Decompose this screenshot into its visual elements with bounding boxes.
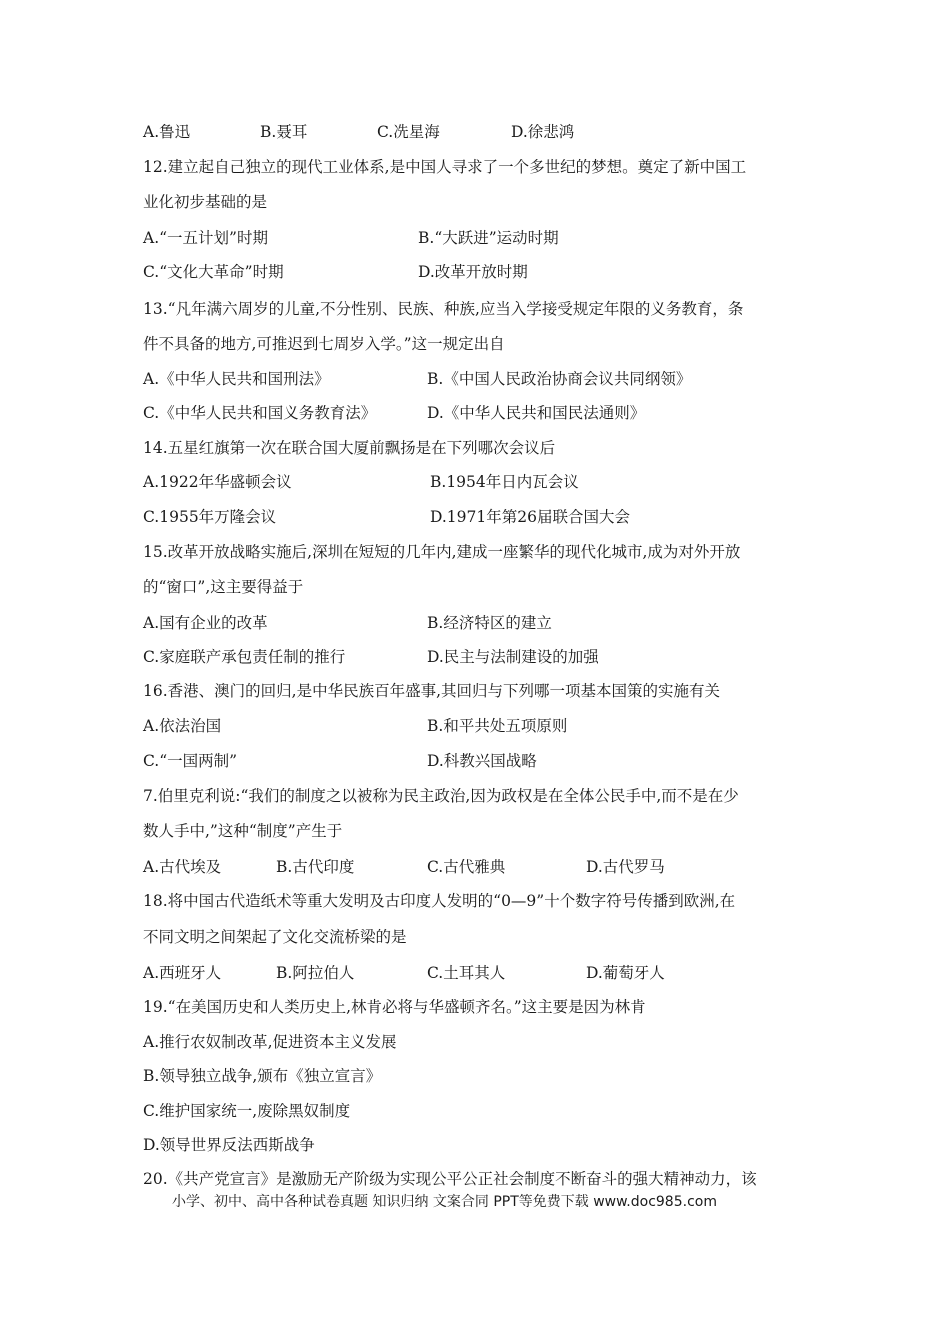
q17-stem-line-2: 数人手中,”这种“制度”产生于 — [143, 822, 343, 840]
q13-option-d: D.《中华人民共和国民法通则》 — [427, 404, 646, 422]
q15-option-b: B.经济特区的建立 — [427, 614, 552, 632]
q19-option-c: C.维护国家统一,废除黑奴制度 — [143, 1102, 351, 1120]
q15-option-c: C.家庭联产承包责任制的推行 — [143, 648, 346, 666]
q18-option-a: A.西班牙人 — [143, 964, 222, 982]
q13-stem-line-1: 13.“凡年满六周岁的儿童,不分性别、民族、种族,应当入学接受规定年限的义务教育，条 — [143, 300, 744, 318]
q15-stem-line-2: 的“窗口”,这主要得益于 — [143, 578, 304, 596]
q17-option-b: B.古代印度 — [276, 858, 355, 876]
q12-option-d: D.改革开放时期 — [418, 263, 528, 281]
q18-option-d: D.葡萄牙人 — [586, 964, 665, 982]
q16-stem-line-1: 16.香港、澳门的回归,是中华民族百年盛事,其回归与下列哪一项基本国策的实施有关 — [143, 682, 721, 700]
q16-option-b: B.和平共处五项原则 — [427, 717, 568, 735]
q12-option-a: A.“一五计划”时期 — [143, 229, 268, 247]
q11-option-d: D.徐悲鸿 — [511, 123, 575, 141]
q16-option-d: D.科教兴国战略 — [427, 752, 537, 770]
q13-stem-line-2: 件不具备的地方,可推迟到七周岁入学。”这一规定出自 — [143, 335, 505, 353]
q18-stem-line-2: 不同文明之间架起了文化交流桥梁的是 — [143, 928, 407, 946]
q17-option-a: A.古代埃及 — [143, 858, 222, 876]
q19-option-d: D.领导世界反法西斯战争 — [143, 1136, 315, 1154]
q12-option-c: C.“文化大革命”时期 — [143, 263, 284, 281]
q14-option-c: C.1955年万隆会议 — [143, 508, 277, 526]
q15-stem-line-1: 15.改革开放战略实施后,深圳在短短的几年内,建成一座繁华的现代化城市,成为对外开放 — [143, 543, 741, 561]
q18-stem-line-1: 18.将中国古代造纸术等重大发明及古印度人发明的“0—9”十个数字符号传播到欧洲,在 — [143, 892, 736, 910]
q18-option-c: C.土耳其人 — [427, 964, 506, 982]
q16-option-a: A.依法治国 — [143, 717, 222, 735]
q14-stem-line-1: 14.五星红旗第一次在联合国大厦前飘扬是在下列哪次会议后 — [143, 439, 556, 457]
q16-option-c: C.“一国两制” — [143, 752, 238, 770]
q14-option-b: B.1954年日内瓦会议 — [430, 473, 579, 491]
q11-option-b: B.聂耳 — [260, 123, 308, 141]
q13-option-a: A.《中华人民共和国刑法》 — [143, 370, 330, 388]
q11-option-c: C.冼星海 — [377, 123, 440, 141]
q11-option-a: A.鲁迅 — [143, 123, 191, 141]
q19-option-a: A.推行农奴制改革,促进资本主义发展 — [143, 1033, 397, 1051]
q12-stem-line-2: 业化初步基础的是 — [143, 193, 268, 211]
q15-option-d: D.民主与法制建设的加强 — [427, 648, 599, 666]
q20-stem-line-1: 20.《共产党宣言》是激励无产阶级为实现公平公正社会制度不断奋斗的强大精神动力，该 — [143, 1170, 757, 1188]
q17-stem-line-1: 7.伯里克利说:“我们的制度之以被称为民主政治,因为政权是在全体公民手中,而不是在少 — [143, 787, 739, 805]
q17-option-d: D.古代罗马 — [586, 858, 665, 876]
q15-option-a: A.国有企业的改革 — [143, 614, 268, 632]
q14-option-d: D.1971年第26届联合国大会 — [430, 508, 630, 526]
q17-option-c: C.古代雅典 — [427, 858, 506, 876]
q12-stem-line-1: 12.建立起自己独立的现代工业体系,是中国人寻求了一个多世纪的梦想。奠定了新中国工 — [143, 158, 747, 176]
q12-option-b: B.“大跃进”运动时期 — [418, 229, 559, 247]
q19-option-b: B.领导独立战争,颁布《独立宣言》 — [143, 1067, 382, 1085]
q14-option-a: A.1922年华盛顿会议 — [143, 473, 292, 491]
q19-stem-line-1: 19.“在美国历史和人类历史上,林肯必将与华盛顿齐名。”这主要是因为林肯 — [143, 998, 646, 1016]
q13-option-c: C.《中华人民共和国义务教育法》 — [143, 404, 377, 422]
q13-option-b: B.《中国人民政治协商会议共同纲领》 — [427, 370, 692, 388]
q18-option-b: B.阿拉伯人 — [276, 964, 355, 982]
page-footer: 小学、初中、高中各种试卷真题 知识归纳 文案合同 PPT等免费下载 www.doc985.com — [172, 1194, 717, 1210]
